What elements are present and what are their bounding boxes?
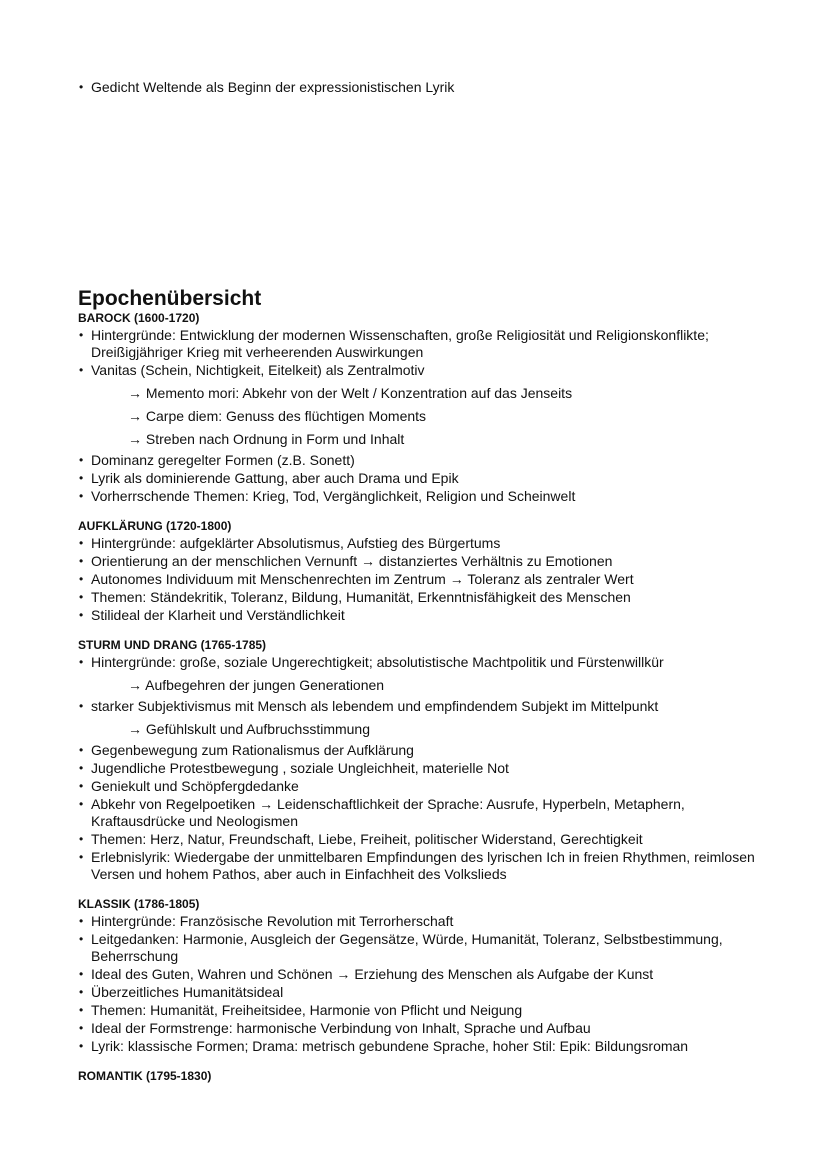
- sub-item: → Carpe diem: Genuss des flüchtigen Moments: [128, 408, 427, 424]
- list-item: • Abkehr von Regelpoetiken → Leidenschaftlichkeit der Sprache: Ausrufe, Hyperbeln, Metaphern, Kraftausdrücke und Neologismen: [78, 796, 778, 830]
- sub-item: → Gefühlskult und Aufbruchsstimmung: [128, 721, 371, 737]
- list-item: • Erlebnislyrik: Wiedergabe der unmittelbaren Empfindungen des lyrischen Ich in freien Rhythmen, reimlosen Versen und hohem Pathos, aber auch in Einfachheit des Volkslieds: [78, 849, 778, 883]
- section-heading: KLASSIK (1786-1805): [78, 897, 200, 911]
- sub-item: → Aufbegehren der jungen Generationen: [128, 677, 385, 693]
- section-heading: ROMANTIK (1795-1830): [78, 1069, 212, 1083]
- sections-container: [78, 311, 778, 1084]
- bullet-list: [78, 535, 778, 624]
- epoch-section: [78, 311, 778, 505]
- list-item: • Vanitas (Schein, Nichtigkeit, Eitelkeit) als Zentralmotiv: [78, 362, 778, 379]
- section-heading: AUFKLÄRUNG (1720-1800): [78, 519, 232, 533]
- list-item: • Jugendliche Protestbewegung , soziale Ungleichheit, materielle Not: [78, 760, 778, 777]
- list-item: • Themen: Herz, Natur, Freundschaft, Liebe, Freiheit, politischer Widerstand, Gerechtigkeit: [78, 831, 778, 848]
- list-item: • Leitgedanken: Harmonie, Ausgleich der Gegensätze, Würde, Humanität, Toleranz, Selbstbestimmung, Beherrschung: [78, 931, 778, 965]
- list-item: • Autonomes Individuum mit Menschenrechten im Zentrum → Toleranz als zentraler Wert: [78, 571, 778, 588]
- section-heading: STURM UND DRANG (1765-1785): [78, 638, 267, 652]
- list-item: • Hintergründe: große, soziale Ungerechtigkeit; absolutistische Machtpolitik und Fürstenwillkür: [78, 654, 778, 671]
- section-heading: BAROCK (1600-1720): [78, 311, 200, 325]
- bullet-list: [78, 327, 778, 505]
- list-item: • Themen: Ständekritik, Toleranz, Bildung, Humanität, Erkenntnisfähigkeit des Menschen: [78, 589, 778, 606]
- list-item: • Hintergründe: Französische Revolution mit Terrorherschaft: [78, 913, 778, 930]
- bullet-list: [78, 913, 778, 1055]
- bullet-list: [78, 654, 778, 883]
- list-item: • Hintergründe: aufgeklärter Absolutismus, Aufstieg des Bürgertums: [78, 535, 778, 552]
- sub-item: → Streben nach Ordnung in Form und Inhalt: [128, 431, 405, 447]
- list-item: • Lyrik als dominierende Gattung, aber auch Drama und Epik: [78, 470, 778, 487]
- epoch-section: [78, 638, 778, 883]
- list-item: • Gedicht Weltende als Beginn der expressionistischen Lyrik: [78, 79, 454, 96]
- list-item: • Hintergründe: Entwicklung der modernen Wissenschaften, große Religiosität und Religionskonflikte; Dreißigjähriger Krieg mit verheerenden Auswirkungen: [78, 327, 778, 361]
- list-item: • Orientierung an der menschlichen Vernunft → distanziertes Verhältnis zu Emotionen: [78, 553, 778, 570]
- epoch-overview: [78, 286, 778, 1098]
- page-title: Epochenübersicht: [78, 287, 262, 310]
- list-item: • starker Subjektivismus mit Mensch als lebendem und empfindendem Subjekt im Mittelpunkt: [78, 698, 778, 715]
- list-item: • Ideal des Guten, Wahren und Schönen → Erziehung des Menschen als Aufgabe der Kunst: [78, 966, 778, 983]
- list-item: • Geniekult und Schöpfergdedanke: [78, 778, 778, 795]
- list-item: • Stilideal der Klarheit und Verständlichkeit: [78, 607, 778, 624]
- list-item: • Lyrik: klassische Formen; Drama: metrisch gebundene Sprache, hoher Stil: Epik: Bildungsroman: [78, 1038, 778, 1055]
- list-item: • Gegenbewegung zum Rationalismus der Aufklärung: [78, 742, 778, 759]
- epoch-section: [78, 1069, 778, 1084]
- list-item: • Überzeitliches Humanitätsideal: [78, 984, 778, 1001]
- list-item: • Ideal der Formstrenge: harmonische Verbindung von Inhalt, Sprache und Aufbau: [78, 1020, 778, 1037]
- sub-item: → Memento mori: Abkehr von der Welt / Konzentration auf das Jenseits: [128, 385, 573, 401]
- list-item: • Dominanz geregelter Formen (z.B. Sonett): [78, 452, 778, 469]
- epoch-section: [78, 519, 778, 624]
- list-item: • Themen: Humanität, Freiheitsidee, Harmonie von Pflicht und Neigung: [78, 1002, 778, 1019]
- top-bullet-list: [78, 78, 454, 96]
- epoch-section: [78, 897, 778, 1055]
- list-item: • Vorherrschende Themen: Krieg, Tod, Vergänglichkeit, Religion und Scheinwelt: [78, 488, 778, 505]
